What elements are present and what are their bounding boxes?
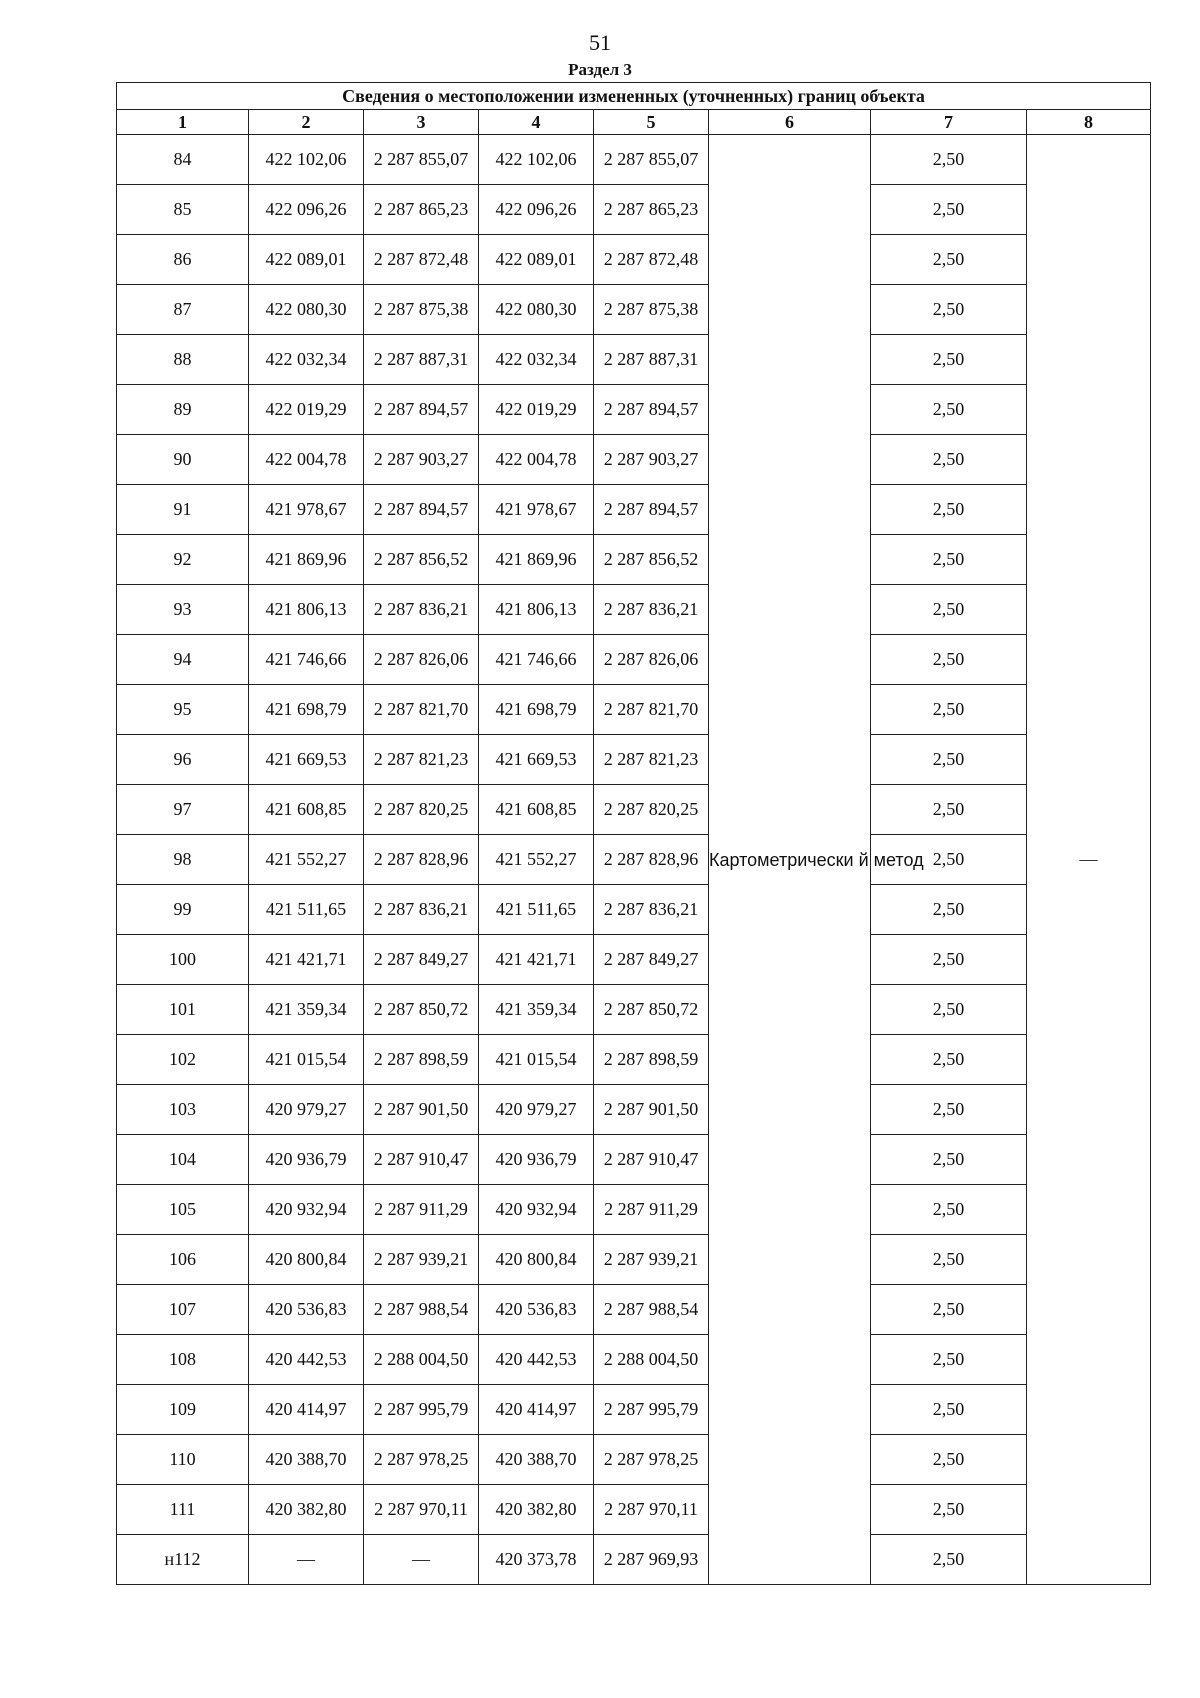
accuracy-cell: 2,50 (871, 1185, 1027, 1235)
existing-x-cell: 421 608,85 (249, 785, 364, 835)
existing-x-cell: 421 421,71 (249, 935, 364, 985)
existing-x-cell: 421 552,27 (249, 835, 364, 885)
point-number-cell: 98 (117, 835, 249, 885)
new-x-cell: 420 388,70 (479, 1435, 594, 1485)
new-x-cell: 420 932,94 (479, 1185, 594, 1235)
point-number-cell: 93 (117, 585, 249, 635)
column-header: 8 (1027, 110, 1151, 135)
boundary-coordinates-table (116, 82, 1151, 1585)
new-y-cell: 2 287 836,21 (594, 885, 709, 935)
new-x-cell: 421 869,96 (479, 535, 594, 585)
existing-y-cell: 2 287 849,27 (364, 935, 479, 985)
existing-x-cell: — (249, 1535, 364, 1585)
table-row (117, 1335, 1151, 1385)
column-header: 1 (117, 110, 249, 135)
existing-y-cell: 2 287 894,57 (364, 485, 479, 535)
existing-x-cell: 420 932,94 (249, 1185, 364, 1235)
new-y-cell: 2 287 821,23 (594, 735, 709, 785)
existing-x-cell: 420 979,27 (249, 1085, 364, 1135)
existing-y-cell: 2 287 911,29 (364, 1185, 479, 1235)
existing-x-cell: 421 359,34 (249, 985, 364, 1035)
new-x-cell: 420 414,97 (479, 1385, 594, 1435)
point-number-cell: 96 (117, 735, 249, 785)
column-header: 2 (249, 110, 364, 135)
accuracy-cell: 2,50 (871, 485, 1027, 535)
existing-y-cell: 2 288 004,50 (364, 1335, 479, 1385)
accuracy-cell: 2,50 (871, 835, 1027, 885)
point-number-cell: 94 (117, 635, 249, 685)
table-row (117, 685, 1151, 735)
point-number-cell: 104 (117, 1135, 249, 1185)
existing-x-cell: 420 414,97 (249, 1385, 364, 1435)
existing-x-cell: 420 936,79 (249, 1135, 364, 1185)
existing-x-cell: 420 800,84 (249, 1235, 364, 1285)
point-number-cell: 97 (117, 785, 249, 835)
point-number-cell: 99 (117, 885, 249, 935)
existing-x-cell: 421 746,66 (249, 635, 364, 685)
accuracy-cell: 2,50 (871, 585, 1027, 635)
new-y-cell: 2 287 910,47 (594, 1135, 709, 1185)
new-y-cell: 2 287 865,23 (594, 185, 709, 235)
method-cell: Картометрически й метод (709, 135, 871, 1585)
point-number-cell: 100 (117, 935, 249, 985)
existing-y-cell: 2 287 820,25 (364, 785, 479, 835)
new-y-cell: 2 287 903,27 (594, 435, 709, 485)
point-number-cell: н112 (117, 1535, 249, 1585)
accuracy-cell: 2,50 (871, 1435, 1027, 1485)
point-number-cell: 90 (117, 435, 249, 485)
accuracy-cell: 2,50 (871, 1085, 1027, 1135)
new-x-cell: 421 698,79 (479, 685, 594, 735)
new-x-cell: 422 004,78 (479, 435, 594, 485)
existing-x-cell: 421 511,65 (249, 885, 364, 935)
note-cell: — (1027, 135, 1151, 1585)
new-y-cell: 2 287 849,27 (594, 935, 709, 985)
existing-y-cell: 2 287 970,11 (364, 1485, 479, 1535)
new-y-cell: 2 287 820,25 (594, 785, 709, 835)
existing-y-cell: 2 287 978,25 (364, 1435, 479, 1485)
accuracy-cell: 2,50 (871, 235, 1027, 285)
existing-y-cell: 2 287 826,06 (364, 635, 479, 685)
table-row (117, 985, 1151, 1035)
table-row (117, 135, 1151, 185)
table-row (117, 1435, 1151, 1485)
new-x-cell: 422 019,29 (479, 385, 594, 435)
existing-y-cell: 2 287 939,21 (364, 1235, 479, 1285)
column-header: 7 (871, 110, 1027, 135)
point-number-cell: 92 (117, 535, 249, 585)
new-x-cell: 422 089,01 (479, 235, 594, 285)
column-header: 6 (709, 110, 871, 135)
accuracy-cell: 2,50 (871, 1335, 1027, 1385)
new-y-cell: 2 287 872,48 (594, 235, 709, 285)
new-y-cell: 2 287 850,72 (594, 985, 709, 1035)
accuracy-cell: 2,50 (871, 885, 1027, 935)
existing-x-cell: 421 015,54 (249, 1035, 364, 1085)
new-y-cell: 2 287 875,38 (594, 285, 709, 335)
table-row (117, 935, 1151, 985)
new-y-cell: 2 287 826,06 (594, 635, 709, 685)
point-number-cell: 102 (117, 1035, 249, 1085)
accuracy-cell: 2,50 (871, 1485, 1027, 1535)
existing-y-cell: 2 287 887,31 (364, 335, 479, 385)
point-number-cell: 106 (117, 1235, 249, 1285)
table-row (117, 335, 1151, 385)
existing-y-cell: 2 287 855,07 (364, 135, 479, 185)
existing-y-cell: 2 287 821,70 (364, 685, 479, 735)
existing-y-cell: 2 287 910,47 (364, 1135, 479, 1185)
new-y-cell: 2 287 828,96 (594, 835, 709, 885)
accuracy-cell: 2,50 (871, 1235, 1027, 1285)
accuracy-cell: 2,50 (871, 1135, 1027, 1185)
existing-x-cell: 421 669,53 (249, 735, 364, 785)
table-row (117, 385, 1151, 435)
existing-y-cell: — (364, 1535, 479, 1585)
point-number-cell: 105 (117, 1185, 249, 1235)
existing-y-cell: 2 287 988,54 (364, 1285, 479, 1335)
table-row (117, 485, 1151, 535)
existing-x-cell: 421 698,79 (249, 685, 364, 735)
point-number-cell: 110 (117, 1435, 249, 1485)
accuracy-cell: 2,50 (871, 735, 1027, 785)
existing-y-cell: 2 287 828,96 (364, 835, 479, 885)
point-number-cell: 109 (117, 1385, 249, 1435)
new-x-cell: 420 382,80 (479, 1485, 594, 1535)
new-x-cell: 421 015,54 (479, 1035, 594, 1085)
new-x-cell: 421 421,71 (479, 935, 594, 985)
table-row (117, 1135, 1151, 1185)
accuracy-cell: 2,50 (871, 1535, 1027, 1585)
new-y-cell: 2 287 894,57 (594, 385, 709, 435)
accuracy-cell: 2,50 (871, 135, 1027, 185)
accuracy-cell: 2,50 (871, 1285, 1027, 1335)
accuracy-cell: 2,50 (871, 385, 1027, 435)
existing-x-cell: 420 536,83 (249, 1285, 364, 1335)
table-row (117, 835, 1151, 885)
table-body (117, 135, 1151, 1585)
point-number-cell: 91 (117, 485, 249, 535)
existing-x-cell: 422 102,06 (249, 135, 364, 185)
point-number-cell: 88 (117, 335, 249, 385)
new-x-cell: 420 936,79 (479, 1135, 594, 1185)
existing-y-cell: 2 287 850,72 (364, 985, 479, 1035)
existing-x-cell: 422 019,29 (249, 385, 364, 435)
table-row (117, 1285, 1151, 1335)
point-number-cell: 86 (117, 235, 249, 285)
existing-y-cell: 2 287 856,52 (364, 535, 479, 585)
new-x-cell: 422 102,06 (479, 135, 594, 185)
existing-x-cell: 420 382,80 (249, 1485, 364, 1535)
existing-y-cell: 2 287 836,21 (364, 585, 479, 635)
new-y-cell: 2 287 836,21 (594, 585, 709, 635)
point-number-cell: 103 (117, 1085, 249, 1135)
table-row (117, 185, 1151, 235)
column-header: 5 (594, 110, 709, 135)
table-row (117, 635, 1151, 685)
new-x-cell: 421 359,34 (479, 985, 594, 1035)
section-title: Раздел 3 (568, 60, 632, 79)
new-y-cell: 2 287 901,50 (594, 1085, 709, 1135)
table-row (117, 285, 1151, 335)
existing-y-cell: 2 287 903,27 (364, 435, 479, 485)
accuracy-cell: 2,50 (871, 185, 1027, 235)
new-x-cell: 421 608,85 (479, 785, 594, 835)
accuracy-cell: 2,50 (871, 785, 1027, 835)
accuracy-cell: 2,50 (871, 435, 1027, 485)
new-x-cell: 420 979,27 (479, 1085, 594, 1135)
existing-y-cell: 2 287 901,50 (364, 1085, 479, 1135)
existing-y-cell: 2 287 836,21 (364, 885, 479, 935)
table-row (117, 235, 1151, 285)
new-x-cell: 421 511,65 (479, 885, 594, 935)
new-x-cell: 421 806,13 (479, 585, 594, 635)
new-y-cell: 2 287 988,54 (594, 1285, 709, 1335)
existing-y-cell: 2 287 995,79 (364, 1385, 479, 1435)
accuracy-cell: 2,50 (871, 635, 1027, 685)
existing-y-cell: 2 287 872,48 (364, 235, 479, 285)
table-row (117, 1535, 1151, 1585)
new-x-cell: 420 536,83 (479, 1285, 594, 1335)
table-row (117, 1035, 1151, 1085)
accuracy-cell: 2,50 (871, 1385, 1027, 1435)
point-number-cell: 95 (117, 685, 249, 735)
table-row (117, 1485, 1151, 1535)
point-number-cell: 101 (117, 985, 249, 1035)
existing-x-cell: 420 442,53 (249, 1335, 364, 1385)
existing-x-cell: 421 806,13 (249, 585, 364, 635)
new-x-cell: 420 373,78 (479, 1535, 594, 1585)
new-x-cell: 422 096,26 (479, 185, 594, 235)
point-number-cell: 107 (117, 1285, 249, 1335)
new-y-cell: 2 287 939,21 (594, 1235, 709, 1285)
table-row (117, 735, 1151, 785)
accuracy-cell: 2,50 (871, 335, 1027, 385)
existing-y-cell: 2 287 875,38 (364, 285, 479, 335)
table-row (117, 585, 1151, 635)
new-x-cell: 422 032,34 (479, 335, 594, 385)
point-number-cell: 89 (117, 385, 249, 435)
table-row (117, 785, 1151, 835)
existing-x-cell: 422 032,34 (249, 335, 364, 385)
point-number-cell: 87 (117, 285, 249, 335)
new-y-cell: 2 288 004,50 (594, 1335, 709, 1385)
new-y-cell: 2 287 855,07 (594, 135, 709, 185)
point-number-cell: 108 (117, 1335, 249, 1385)
new-y-cell: 2 287 911,29 (594, 1185, 709, 1235)
existing-y-cell: 2 287 898,59 (364, 1035, 479, 1085)
column-header-row (117, 110, 1151, 135)
new-y-cell: 2 287 821,70 (594, 685, 709, 735)
new-y-cell: 2 287 887,31 (594, 335, 709, 385)
new-x-cell: 422 080,30 (479, 285, 594, 335)
column-header: 3 (364, 110, 479, 135)
point-number-cell: 85 (117, 185, 249, 235)
existing-y-cell: 2 287 865,23 (364, 185, 479, 235)
new-y-cell: 2 287 995,79 (594, 1385, 709, 1435)
table-caption: Сведения о местоположении измененных (уточненных) границ объекта (117, 83, 1151, 110)
existing-x-cell: 422 080,30 (249, 285, 364, 335)
new-y-cell: 2 287 978,25 (594, 1435, 709, 1485)
existing-y-cell: 2 287 894,57 (364, 385, 479, 435)
table-row (117, 535, 1151, 585)
table-row (117, 1185, 1151, 1235)
accuracy-cell: 2,50 (871, 935, 1027, 985)
new-x-cell: 421 552,27 (479, 835, 594, 885)
new-x-cell: 421 669,53 (479, 735, 594, 785)
column-header: 4 (479, 110, 594, 135)
table-row (117, 1235, 1151, 1285)
page-number: 51 (589, 30, 611, 55)
existing-y-cell: 2 287 821,23 (364, 735, 479, 785)
existing-x-cell: 421 978,67 (249, 485, 364, 535)
point-number-cell: 84 (117, 135, 249, 185)
existing-x-cell: 422 004,78 (249, 435, 364, 485)
existing-x-cell: 420 388,70 (249, 1435, 364, 1485)
new-x-cell: 420 800,84 (479, 1235, 594, 1285)
accuracy-cell: 2,50 (871, 535, 1027, 585)
new-x-cell: 420 442,53 (479, 1335, 594, 1385)
accuracy-cell: 2,50 (871, 285, 1027, 335)
new-x-cell: 421 746,66 (479, 635, 594, 685)
new-y-cell: 2 287 898,59 (594, 1035, 709, 1085)
table-row (117, 435, 1151, 485)
new-x-cell: 421 978,67 (479, 485, 594, 535)
point-number-cell: 111 (117, 1485, 249, 1535)
table-row (117, 885, 1151, 935)
existing-x-cell: 421 869,96 (249, 535, 364, 585)
table-row (117, 1385, 1151, 1435)
accuracy-cell: 2,50 (871, 1035, 1027, 1085)
accuracy-cell: 2,50 (871, 985, 1027, 1035)
accuracy-cell: 2,50 (871, 685, 1027, 735)
new-y-cell: 2 287 856,52 (594, 535, 709, 585)
table-row (117, 1085, 1151, 1135)
new-y-cell: 2 287 970,11 (594, 1485, 709, 1535)
new-y-cell: 2 287 894,57 (594, 485, 709, 535)
existing-x-cell: 422 089,01 (249, 235, 364, 285)
existing-x-cell: 422 096,26 (249, 185, 364, 235)
new-y-cell: 2 287 969,93 (594, 1535, 709, 1585)
